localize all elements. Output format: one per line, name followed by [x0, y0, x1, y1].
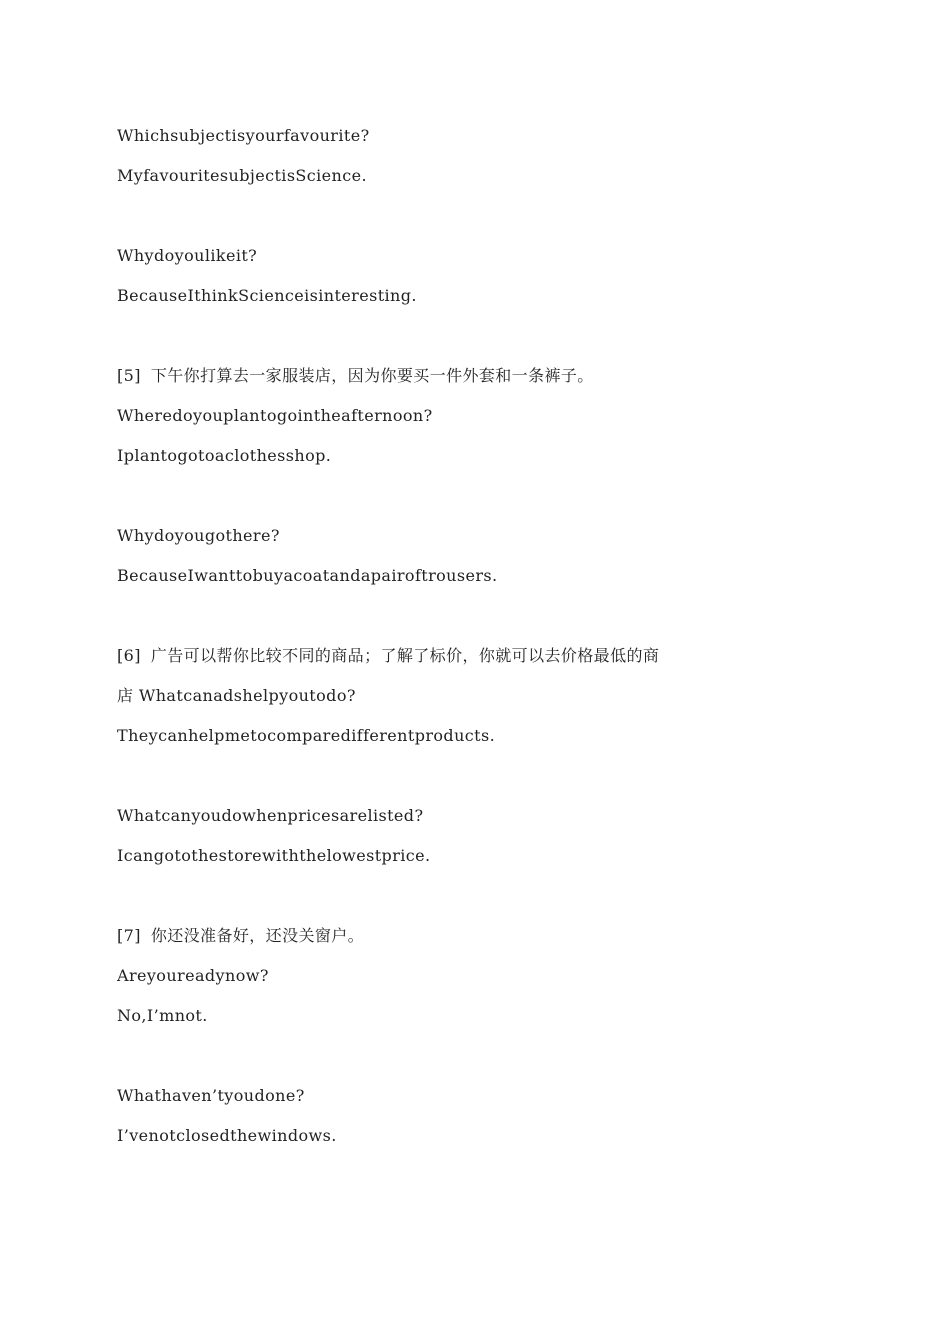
spacer	[117, 324, 837, 364]
question-line: Areyoureadynow?	[117, 966, 269, 985]
chinese-prompt: 广告可以帮你比较不同的商品；了解了标价，你就可以去价格最低的商	[150, 646, 660, 665]
prompt-continued-line: 店 Whatcanadshelpyoutodo?	[117, 686, 356, 705]
spacer	[117, 764, 837, 804]
spacer	[117, 1044, 837, 1084]
question-line: Whatcanyoudowhenpricesarelisted?	[117, 806, 424, 825]
question-line: Whydoyougothere?	[117, 526, 280, 545]
chinese-prompt: 下午你打算去一家服装店，因为你要买一件外套和一条裤子。	[150, 366, 594, 385]
question-line: Whichsubjectisyourfavourite?	[117, 126, 370, 145]
spacer	[117, 884, 837, 924]
item-number: [5]	[117, 366, 141, 385]
prompt-line-5	[117, 364, 837, 404]
prompt-line-6	[117, 644, 837, 684]
question-line: Whathaven’tyoudone?	[117, 1086, 305, 1105]
answer-line: I’venotclosedthewindows.	[117, 1126, 337, 1145]
answer-line: MyfavouritesubjectisScience.	[117, 166, 367, 185]
document-content	[117, 124, 837, 1164]
question-line: Whydoyoulikeit?	[117, 246, 258, 265]
chinese-prompt: 你还没准备好，还没关窗户。	[150, 926, 365, 945]
item-number: [7]	[117, 926, 141, 945]
answer-line: Iplantogotoaclothesshop.	[117, 446, 332, 465]
question-line: Wheredoyouplantogointheafternoon?	[117, 406, 433, 425]
answer-line: BecauseIwanttobuyacoatandapairoftrousers.	[117, 566, 498, 585]
spacer	[117, 604, 837, 644]
prompt-line-7	[117, 924, 837, 964]
spacer	[117, 484, 837, 524]
answer-line: Icangotothestorewiththelowestprice.	[117, 846, 431, 865]
answer-line: BecauseIthinkScienceisinteresting.	[117, 286, 417, 305]
item-number: [6]	[117, 646, 141, 665]
spacer	[117, 204, 837, 244]
answer-line: Theycanhelpmetocomparedifferentproducts.	[117, 726, 496, 745]
answer-line: No,I’mnot.	[117, 1006, 208, 1025]
